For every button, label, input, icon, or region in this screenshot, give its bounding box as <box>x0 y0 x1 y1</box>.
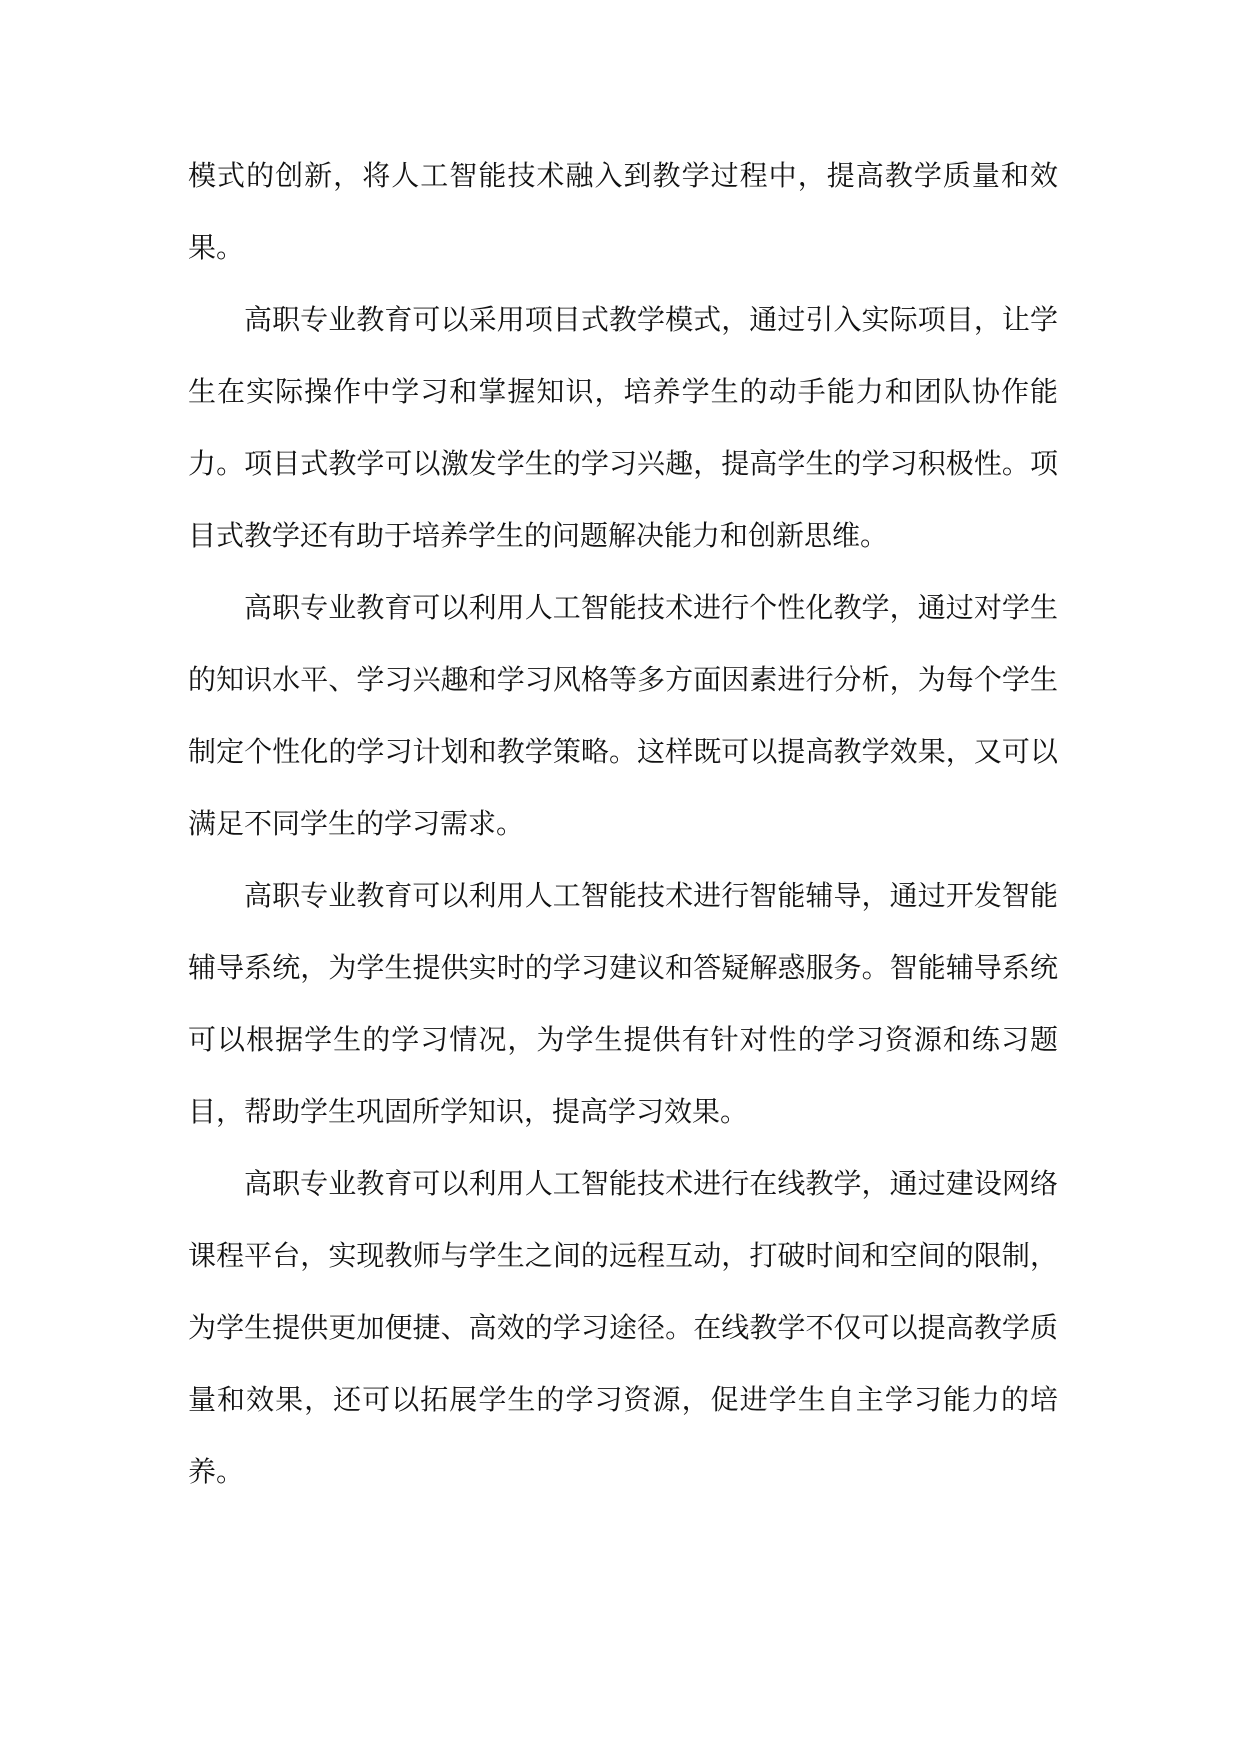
paragraph-3: 高职专业教育可以利用人工智能技术进行个性化教学，通过对学生的知识水平、学习兴趣和学习风格等多方面因素进行分析，为每个学生制定个性化的学习计划和教学策略。这样既可以提高教学效果，又可以满足不同学生的学习需求。 <box>188 591 1058 840</box>
paragraph-5: 高职专业教育可以利用人工智能技术进行在线教学，通过建设网络课程平台，实现教师与学生之间的远程互动，打破时间和空间的限制，为学生提供更加便捷、高效的学习途径。在线教学不仅可以提高教学质量和效果，还可以拓展学生的学习资源，促进学生自主学习能力的培养。 <box>188 1167 1058 1488</box>
paragraph-1: 模式的创新，将人工智能技术融入到教学过程中，提高教学质量和效果。 <box>188 159 1058 264</box>
paragraph-4: 高职专业教育可以利用人工智能技术进行智能辅导，通过开发智能辅导系统，为学生提供实时的学习建议和答疑解惑服务。智能辅导系统可以根据学生的学习情况，为学生提供有针对性的学习资源和练习题目，帮助学生巩固所学知识，提高学习效果。 <box>188 879 1058 1128</box>
paragraph-2: 高职专业教育可以采用项目式教学模式，通过引入实际项目，让学生在实际操作中学习和掌握知识，培养学生的动手能力和团队协作能力。项目式教学可以激发学生的学习兴趣，提高学生的学习积极性。项目式教学还有助于培养学生的问题解决能力和创新思维。 <box>188 303 1058 552</box>
document-body <box>188 140 1058 1508</box>
